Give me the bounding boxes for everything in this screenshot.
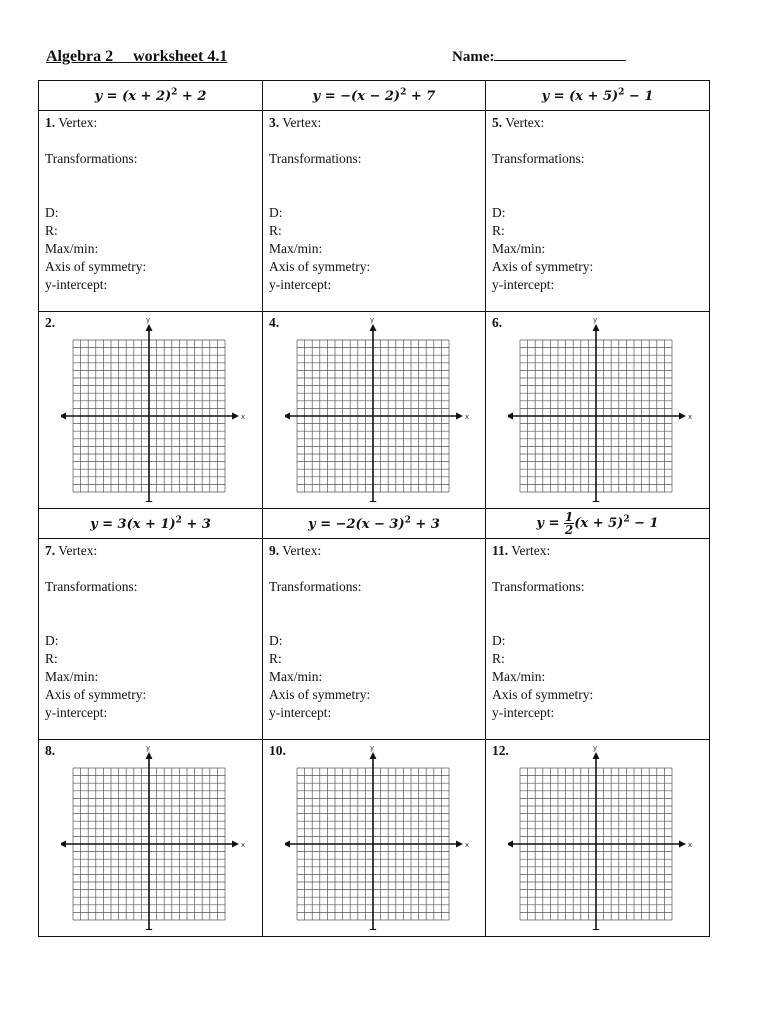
- axis-arrow-icon: [370, 324, 377, 331]
- axis-arrow-icon: [232, 841, 239, 848]
- range-label: R:: [269, 651, 282, 666]
- graph-cell[interactable]: [263, 312, 486, 509]
- equation: $y = 3(x + 1)^2 + 3$: [90, 515, 211, 532]
- problem-info-cell[interactable]: [486, 111, 710, 312]
- problem-number: 2.: [45, 315, 56, 330]
- graph-row-1: [39, 312, 710, 509]
- axis-of-symmetry-label: Axis of symmetry:: [492, 687, 594, 702]
- range-label: R:: [45, 651, 58, 666]
- equation: $y = -(x - 2)^2 + 7$: [312, 87, 436, 104]
- vertex-label: Vertex:: [511, 543, 551, 558]
- range-label: R:: [492, 223, 505, 238]
- problem-info-cell[interactable]: [39, 539, 263, 740]
- coordinate-grid[interactable]: [61, 746, 251, 930]
- problem-number: 8.: [45, 743, 56, 758]
- range-label: R:: [45, 223, 58, 238]
- axis-arrow-icon: [456, 841, 463, 848]
- equation-cell: [263, 509, 486, 539]
- axis-arrow-icon: [146, 929, 153, 930]
- y-intercept-label: y-intercept:: [269, 705, 332, 720]
- coordinate-grid[interactable]: [61, 318, 251, 502]
- problem-number: 1.: [45, 115, 56, 130]
- coordinate-grid[interactable]: [285, 318, 475, 502]
- maxmin-label: Max/min:: [45, 241, 99, 256]
- equation-cell: [486, 509, 710, 539]
- axis-arrow-icon: [61, 413, 66, 420]
- maxmin-label: Max/min:: [492, 241, 546, 256]
- axis-arrow-icon: [456, 413, 463, 420]
- maxmin-label: Max/min:: [45, 669, 99, 684]
- equation-cell: [263, 81, 486, 111]
- transformations-label: Transformations:: [269, 151, 362, 166]
- axis-arrow-icon: [370, 501, 377, 502]
- equation-row-1: [39, 81, 710, 111]
- problem-number: 6.: [492, 315, 503, 330]
- vertex-label: Vertex:: [58, 115, 98, 130]
- x-axis-label: x: [688, 841, 693, 849]
- y-intercept-label: y-intercept:: [492, 705, 555, 720]
- maxmin-label: Max/min:: [269, 241, 323, 256]
- problem-number: 7.: [45, 543, 56, 558]
- x-axis-label: x: [241, 841, 246, 849]
- domain-label: D:: [492, 633, 506, 648]
- name-blank-line[interactable]: [494, 48, 626, 61]
- worksheet-title: Algebra 2 worksheet 4.1: [46, 48, 228, 65]
- problem-number: 10.: [269, 743, 286, 758]
- transformations-label: Transformations:: [492, 151, 585, 166]
- axis-arrow-icon: [285, 841, 290, 848]
- vertex-label: Vertex:: [282, 115, 322, 130]
- problem-info-cell[interactable]: [486, 539, 710, 740]
- axis-arrow-icon: [679, 413, 686, 420]
- graph-cell[interactable]: [486, 740, 710, 937]
- equation-row-2: [39, 509, 710, 539]
- axis-arrow-icon: [146, 752, 153, 759]
- equation: y = $\frac{1}{2}$ $(x + 5)^2 - 1$: [536, 510, 659, 537]
- problem-info-cell[interactable]: [39, 111, 263, 312]
- problem-info-cell[interactable]: [263, 539, 486, 740]
- x-axis-label: x: [241, 413, 246, 421]
- info-row-1: [39, 111, 710, 312]
- domain-label: D:: [492, 205, 506, 220]
- y-axis-label: y: [146, 318, 151, 324]
- problem-number: 11.: [492, 543, 509, 558]
- axis-arrow-icon: [146, 501, 153, 502]
- graph-cell[interactable]: [263, 740, 486, 937]
- coordinate-grid[interactable]: [508, 318, 698, 502]
- transformations-label: Transformations:: [45, 579, 138, 594]
- coordinate-grid[interactable]: [508, 746, 698, 930]
- equation: $y = (x + 2)^2 + 2$: [94, 87, 207, 104]
- axis-arrow-icon: [285, 413, 290, 420]
- x-axis-label: x: [465, 841, 470, 849]
- y-intercept-label: y-intercept:: [492, 277, 555, 292]
- coordinate-grid[interactable]: [285, 746, 475, 930]
- equation: $y = (x + 5)^2 - 1$: [541, 87, 654, 104]
- info-row-2: [39, 539, 710, 740]
- axis-arrow-icon: [370, 752, 377, 759]
- axis-arrow-icon: [593, 929, 600, 930]
- y-axis-label: y: [593, 318, 598, 324]
- transformations-label: Transformations:: [492, 579, 585, 594]
- graph-cell[interactable]: [486, 312, 710, 509]
- graph-cell[interactable]: [39, 312, 263, 509]
- graph-cell[interactable]: [39, 740, 263, 937]
- worksheet-header: [46, 48, 726, 72]
- axis-of-symmetry-label: Axis of symmetry:: [269, 259, 371, 274]
- equation-cell: [486, 81, 710, 111]
- axis-arrow-icon: [232, 413, 239, 420]
- transformations-label: Transformations:: [45, 151, 138, 166]
- equation-cell: [39, 81, 263, 111]
- maxmin-label: Max/min:: [492, 669, 546, 684]
- axis-arrow-icon: [593, 324, 600, 331]
- maxmin-label: Max/min:: [269, 669, 323, 684]
- fraction: $\frac{1}{2}$: [564, 510, 574, 537]
- problem-number: 3.: [269, 115, 280, 130]
- axis-arrow-icon: [61, 841, 66, 848]
- problem-info-cell[interactable]: [263, 111, 486, 312]
- axis-arrow-icon: [370, 929, 377, 930]
- range-label: R:: [492, 651, 505, 666]
- axis-of-symmetry-label: Axis of symmetry:: [45, 259, 147, 274]
- range-label: R:: [269, 223, 282, 238]
- y-intercept-label: y-intercept:: [269, 277, 332, 292]
- equation: $y = -2(x - 3)^2 + 3$: [308, 515, 440, 532]
- problem-number: 4.: [269, 315, 280, 330]
- y-axis-label: y: [593, 746, 598, 752]
- problem-number: 12.: [492, 743, 509, 758]
- y-axis-label: y: [146, 746, 151, 752]
- vertex-label: Vertex:: [58, 543, 98, 558]
- axis-arrow-icon: [593, 501, 600, 502]
- vertex-label: Vertex:: [505, 115, 545, 130]
- axis-arrow-icon: [679, 841, 686, 848]
- axis-arrow-icon: [508, 413, 513, 420]
- vertex-label: Vertex:: [282, 543, 322, 558]
- axis-arrow-icon: [508, 841, 513, 848]
- y-intercept-label: y-intercept:: [45, 705, 108, 720]
- problem-number: 9.: [269, 543, 280, 558]
- worksheet-table: [38, 80, 710, 937]
- x-axis-label: x: [465, 413, 470, 421]
- domain-label: D:: [45, 633, 59, 648]
- name-label: Name:: [452, 49, 495, 65]
- axis-of-symmetry-label: Axis of symmetry:: [45, 687, 147, 702]
- name-field: [452, 48, 626, 66]
- domain-label: D:: [269, 205, 283, 220]
- y-intercept-label: y-intercept:: [45, 277, 108, 292]
- y-axis-label: y: [370, 746, 375, 752]
- equation-cell: [39, 509, 263, 539]
- transformations-label: Transformations:: [269, 579, 362, 594]
- axis-of-symmetry-label: Axis of symmetry:: [269, 687, 371, 702]
- domain-label: D:: [45, 205, 59, 220]
- axis-arrow-icon: [593, 752, 600, 759]
- domain-label: D:: [269, 633, 283, 648]
- x-axis-label: x: [688, 413, 693, 421]
- graph-row-2: [39, 740, 710, 937]
- problem-number: 5.: [492, 115, 503, 130]
- y-axis-label: y: [370, 318, 375, 324]
- axis-arrow-icon: [146, 324, 153, 331]
- axis-of-symmetry-label: Axis of symmetry:: [492, 259, 594, 274]
